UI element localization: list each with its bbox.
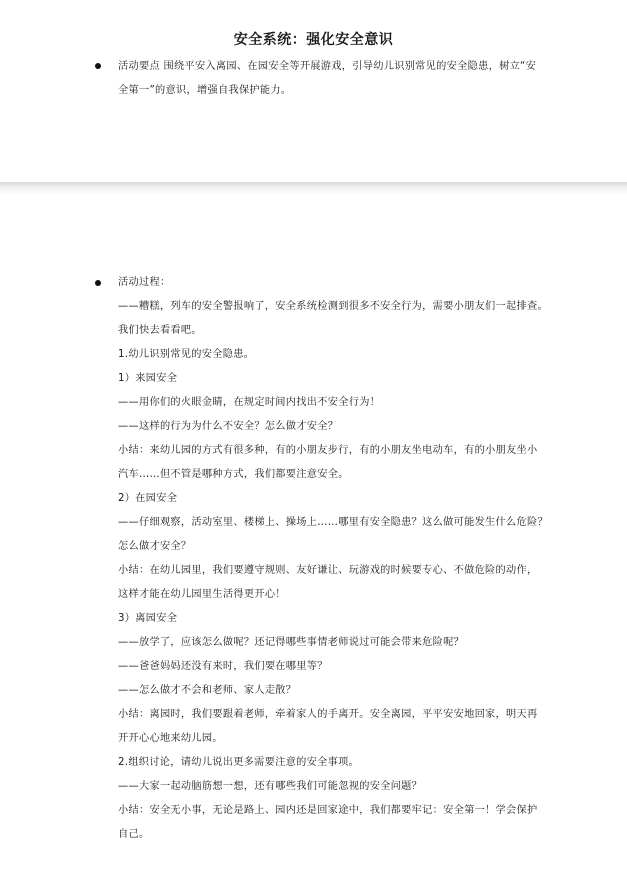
page-gap	[0, 182, 627, 196]
text-line: 全第一”的意识，增强自我保护能力。	[118, 85, 292, 96]
text-line: 这样才能在幼儿园里生活得更开心！	[118, 589, 286, 600]
activity-points-paragraph	[118, 55, 570, 103]
document-title: 安全系统：强化安全意识	[233, 32, 394, 48]
text-line: 小结：在幼儿园里，我们要遵守规则、友好谦让、玩游戏的时候要专心、不做危险的动作，	[118, 565, 538, 576]
text-line: 1）来园安全	[118, 373, 178, 384]
text-line: ——大家一起动脑筋想一想，还有哪些我们可能忽视的安全问题？	[118, 781, 423, 792]
activity-process-paragraph	[118, 271, 570, 847]
text-line: ——糟糕，列车的安全警报响了，安全系统检测到很多不安全行为，需要小朋友们一起排查。	[118, 301, 548, 312]
text-line: 1.幼儿识别常见的安全隐患。	[118, 349, 255, 360]
text-line: 怎么做才安全？	[118, 541, 192, 552]
text-line: 2）在园安全	[118, 493, 178, 504]
text-line: 小结：来幼儿园的方式有很多种，有的小朋友步行，有的小朋友坐电动车，有的小朋友坐小	[118, 445, 538, 456]
page-1	[0, 0, 627, 182]
bullet-marker	[95, 280, 101, 286]
text-line: ——用你们的火眼金睛，在规定时间内找出不安全行为！	[118, 397, 381, 408]
text-line: ——怎么做才不会和老师、家人走散？	[118, 685, 297, 696]
text-line: 2.组织讨论，请幼儿说出更多需要注意的安全事项。	[118, 757, 360, 768]
text-line: 自己。	[118, 829, 150, 840]
text-line: ——爸爸妈妈还没有来时，我们要在哪里等？	[118, 661, 328, 672]
page-2	[0, 196, 627, 873]
text-line: 3）离园安全	[118, 613, 178, 624]
text-line: ——这样的行为为什么不安全？怎么做才安全？	[118, 421, 339, 432]
text-line: 小结：离园时，我们要跟着老师，牵着家人的手离开。安全离园，平平安安地回家，明天再	[118, 709, 538, 720]
text-line: 活动过程：	[118, 277, 171, 288]
text-line: 我们快去看看吧。	[118, 325, 202, 336]
text-line: ——仔细观察，活动室里、楼梯上、操场上……哪里有安全隐患？这么做可能发生什么危险？	[118, 517, 548, 528]
text-line: 小结：安全无小事，无论是路上、园内还是回家途中，我们都要牢记：安全第一！学会保护	[118, 805, 538, 816]
text-line: 开开心心地来幼儿园。	[118, 733, 223, 744]
text-line: ——放学了，应该怎么做呢？还记得哪些事情老师说过可能会带来危险呢？	[118, 637, 465, 648]
bullet-marker	[95, 63, 101, 69]
text-line: 汽车……但不管是哪种方式，我们都要注意安全。	[118, 469, 349, 480]
text-line: 活动要点 围绕平安入离园、在园安全等开展游戏，引导幼儿识别常见的安全隐患，树立“安	[118, 61, 537, 72]
